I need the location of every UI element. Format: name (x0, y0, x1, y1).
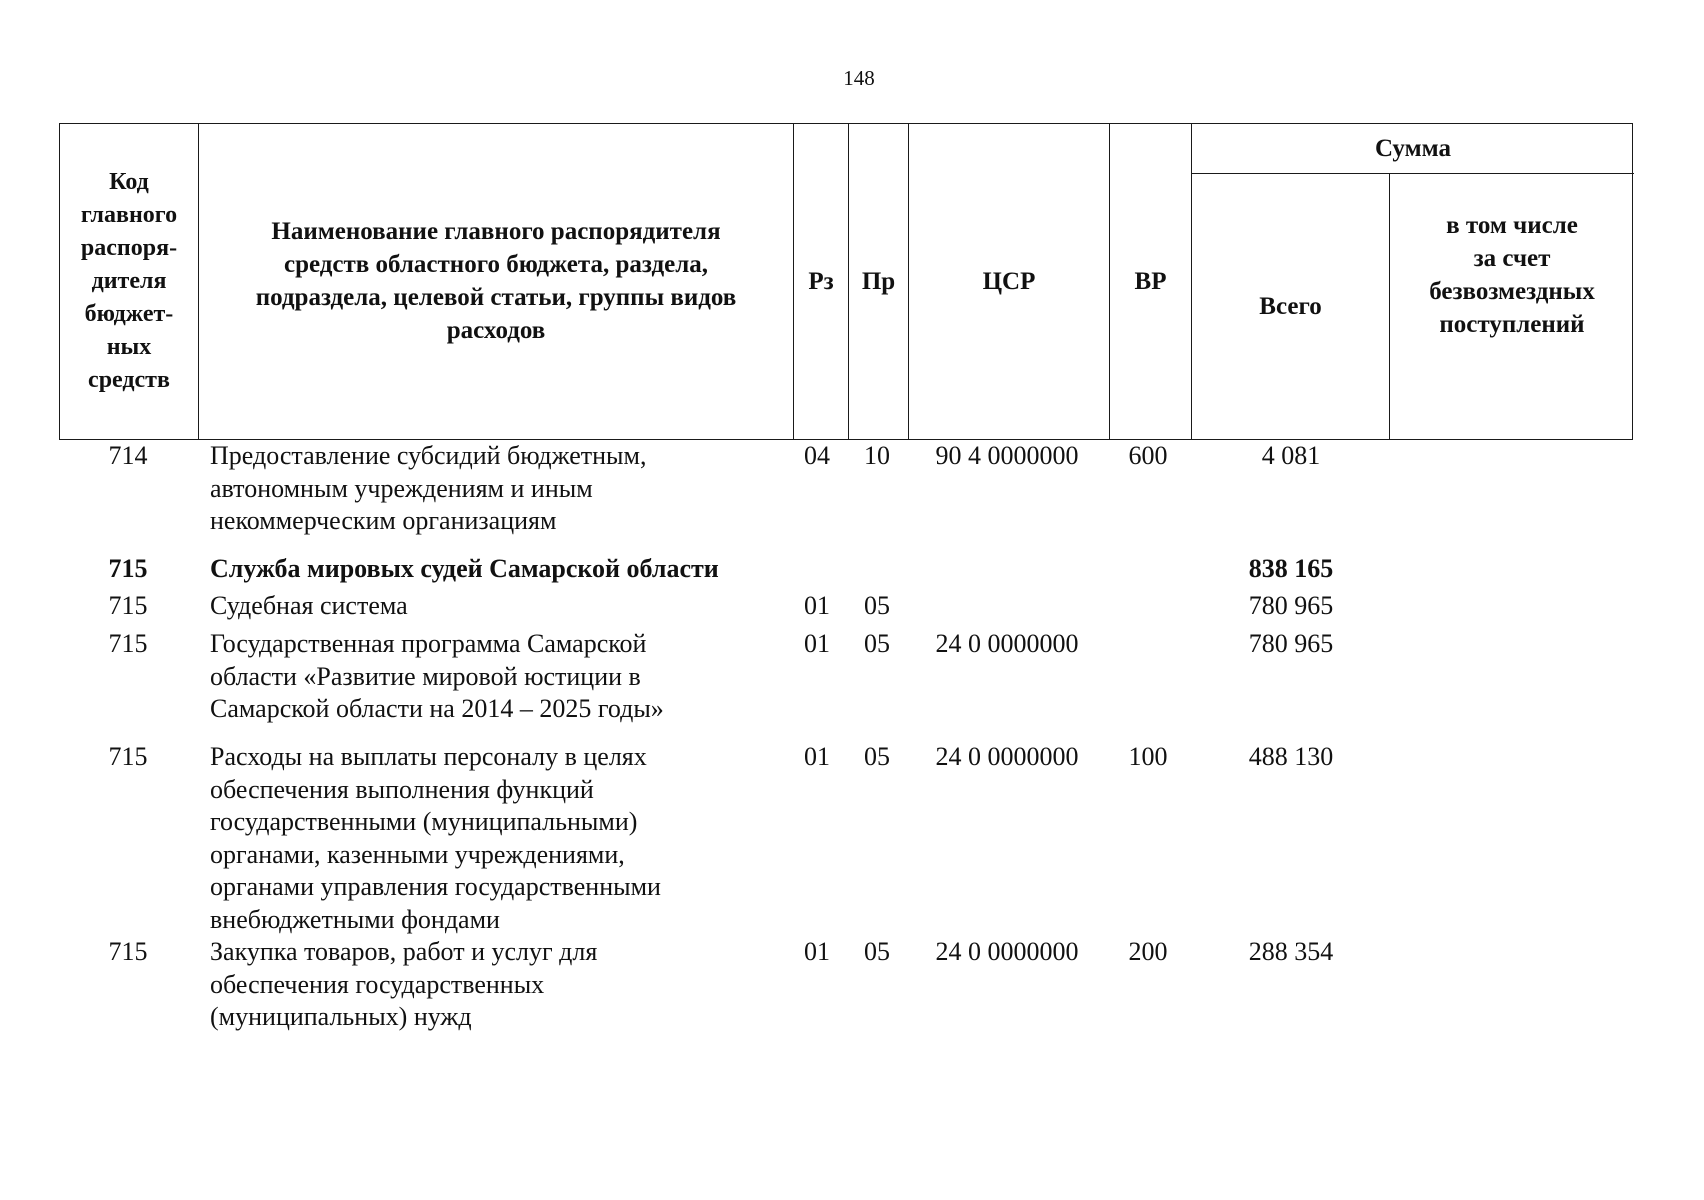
row-code: 714 (108, 441, 148, 470)
row-csr: 24 0 0000000 (935, 742, 1079, 771)
row-name: Предоставление субсидий бюджетным, автономным учреждениям и иным некоммерческим организациям (210, 441, 647, 535)
header-total: Всего (1259, 293, 1322, 320)
header-vr: ВР (1134, 267, 1167, 295)
row-name: Расходы на выплаты персоналу в целях обеспечения выполнения функций государственными (муниципальными) органами, казенными учреждениями, органами управления государственными внебюджетными фондами (210, 742, 661, 934)
row-name: Судебная система (210, 591, 408, 620)
row-pr: 05 (864, 591, 890, 620)
row-code: 715 (108, 554, 148, 583)
row-csr: 24 0 0000000 (935, 629, 1079, 658)
header-name: Наименование главного распорядителя средств областного бюджета, раздела, подраздела, целевой статьи, группы видов расходов (255, 218, 737, 344)
row-pr: 10 (864, 441, 890, 470)
row-total: 488 130 (1248, 742, 1334, 771)
row-code: 715 (108, 591, 148, 620)
row-total: 780 965 (1248, 591, 1334, 620)
row-rz: 04 (804, 441, 830, 470)
header-incl-free: в том числе за счет безвозмездных поступлений (1429, 212, 1595, 338)
row-vr: 600 (1128, 441, 1168, 470)
sum-divider (1191, 173, 1634, 174)
row-code: 715 (108, 937, 148, 966)
row-pr: 05 (864, 629, 890, 658)
header-csr: ЦСР (982, 267, 1036, 295)
row-pr: 05 (864, 937, 890, 966)
row-name: Служба мировых судей Самарской области (210, 554, 719, 583)
page-number: 148 (843, 66, 875, 90)
row-vr: 200 (1128, 937, 1168, 966)
row-rz: 01 (804, 629, 830, 658)
row-csr: 24 0 0000000 (935, 937, 1079, 966)
header-rz: Рз (808, 267, 834, 295)
header-sum: Сумма (1375, 135, 1451, 162)
table-header (59, 123, 1633, 440)
row-total: 4 081 (1261, 441, 1321, 470)
row-code: 715 (108, 742, 148, 771)
row-name: Государственная программа Самарской области «Развитие мировой юстиции в Самарской области на 2014 – 2025 годы» (210, 629, 664, 723)
row-total: 838 165 (1248, 554, 1334, 583)
header-code: Код главного распоря- дителя бюджет- ных средств (80, 168, 178, 393)
row-csr: 90 4 0000000 (935, 441, 1079, 470)
row-rz: 01 (804, 742, 830, 771)
row-vr: 100 (1128, 742, 1168, 771)
row-pr: 05 (864, 742, 890, 771)
row-total: 780 965 (1248, 629, 1334, 658)
row-name: Закупка товаров, работ и услуг для обеспечения государственных (муниципальных) нужд (210, 937, 598, 1031)
header-pr: Пр (861, 267, 896, 295)
row-code: 715 (108, 629, 148, 658)
row-rz: 01 (804, 591, 830, 620)
row-rz: 01 (804, 937, 830, 966)
row-total: 288 354 (1248, 937, 1334, 966)
